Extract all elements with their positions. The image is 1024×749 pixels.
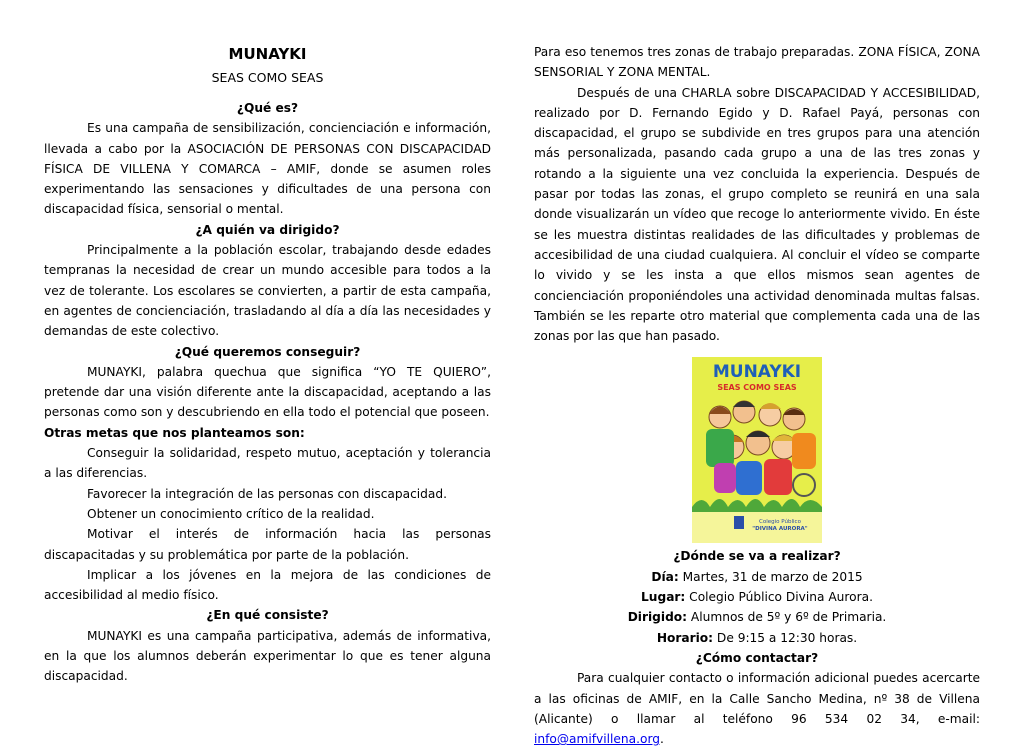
poster-subtitle: SEAS COMO SEAS <box>717 383 797 393</box>
heading-que-es: ¿Qué es? <box>236 101 299 115</box>
paragraph-contacto <box>534 668 980 749</box>
goal-item: Conseguir la solidaridad, respeto mutuo, aceptación y tolerancia a las diferencias. <box>44 446 491 481</box>
heading-conseguir: ¿Qué queremos conseguir? <box>174 344 361 359</box>
poster-school-line1: Colegio Público <box>759 519 801 526</box>
lugar-label: Lugar: <box>641 590 686 605</box>
heading-contactar: ¿Cómo contactar? <box>695 650 819 665</box>
munayki-poster-image <box>692 357 822 543</box>
dia-label: Día: <box>651 569 679 584</box>
doc-subtitle: SEAS COMO SEAS <box>211 70 324 85</box>
info-lugar <box>534 587 980 607</box>
dirigido-label: Dirigido: <box>627 610 688 625</box>
contact-end: . <box>660 732 664 747</box>
horario-label: Horario: <box>656 630 714 645</box>
paragraph-zonas: Para eso tenemos tres zonas de trabajo preparadas. ZONA FÍSICA, ZONA SENSORIAL Y ZONA MENTAL. <box>534 45 980 80</box>
horario-value: De 9:15 a 12:30 horas. <box>713 630 858 645</box>
doc-title: MUNAYKI <box>228 45 307 63</box>
paragraph-conseguir: MUNAYKI, palabra quechua que significa “YO TE QUIERO”, pretende dar una visión diferente ante la discapacidad, aceptando a las personas como son y descubriendo en ella todo el potencial que poseen. <box>44 364 491 420</box>
goal-item: Implicar a los jóvenes en la mejora de las condiciones de accesibilidad al medio físico. <box>44 567 491 603</box>
goal-item: Obtener un conocimiento crítico de la realidad. <box>87 506 375 521</box>
paragraph-consiste: MUNAYKI es una campaña participativa, además de informativa, en la que los alumnos deberán experimentar lo que es tener alguna discapacidad. <box>44 628 491 684</box>
paragraph-charla: Después de una CHARLA sobre DISCAPACIDAD Y ACCESIBILIDAD, realizado por D. Fernando Egido y D. Rafael Payá, personas con discapacidad, el grupo se subdivide en tres grupos para una atención más personalizada, pasando cada grupo a una de las tres zonas y rotando a la siguiente una vez concluida la experiencia. Después de pasar por todas las zonas, el grupo completo se reunirá en una sala donde visualizarán un vídeo que recoge lo anteriormente vivido. En éste se les muestra distintas realidades de las dificultades y problemas de accesibilidad de una ciudad cualquiera. Al concluir el vídeo se comparte lo vivido y se les insta a que ellos mismos sean agentes de concienciación proponiéndoles una actividad denominada multas falsas. También se les reparte otro material que complementa cada una de las zonas por las que han pasado. <box>534 85 980 344</box>
info-dia <box>534 567 980 587</box>
goal-item: Favorecer la integración de las personas con discapacidad. <box>87 486 447 501</box>
poster-container <box>534 357 980 543</box>
poster-school-line2: "DIVINA AURORA" <box>752 526 808 533</box>
dia-value: Martes, 31 de marzo de 2015 <box>678 569 863 584</box>
dirigido-value: Alumnos de 5º y 6º de Primaria. <box>687 610 887 625</box>
paragraph-que-es: Es una campaña de sensibilización, concienciación e información, llevada a cabo por la ASOCIACIÓN DE PERSONAS CON DISCAPACIDAD FÍSICA DE VILLENA Y COMARCA – AMIF, donde se asumen roles experimentando las sensaciones y dificultades de una persona con discapacidad física, sensorial o mental. <box>44 121 491 217</box>
heading-consiste: ¿En qué consiste? <box>206 608 329 623</box>
lugar-value: Colegio Público Divina Aurora. <box>685 590 873 605</box>
heading-donde: ¿Dónde se va a realizar? <box>673 549 841 564</box>
metas-heading: Otras metas que nos planteamos son: <box>44 425 305 440</box>
heading-a-quien: ¿A quién va dirigido? <box>195 222 340 237</box>
email-link[interactable]: info@amifvillena.org <box>534 732 660 747</box>
info-dirigido <box>534 607 980 627</box>
goal-item: Motivar el interés de información hacia las personas discapacitadas y su problemática por parte de la población. <box>44 527 491 562</box>
left-column <box>44 44 491 687</box>
info-horario <box>534 628 980 648</box>
poster-title: MUNAYKI <box>712 362 802 383</box>
right-column <box>534 42 980 749</box>
school-logo-icon <box>734 516 744 529</box>
contact-text: Para cualquier contacto o información adicional puedes acercarte a las oficinas de AMIF, en la Calle Sancho Medina, nº 38 de Villena (Alicante) o llamar al teléfono 96 534 02 34, e-mail: <box>534 671 980 726</box>
paragraph-a-quien: Principalmente a la población escolar, trabajando desde edades tempranas la necesidad de crear un mundo accesible para todos a la vez de tolerante. Los escolares se convierten, a partir de esta campaña, en agentes de concienciación, trasladando al día a día las necesidades y demandas de este colectivo. <box>44 243 491 339</box>
